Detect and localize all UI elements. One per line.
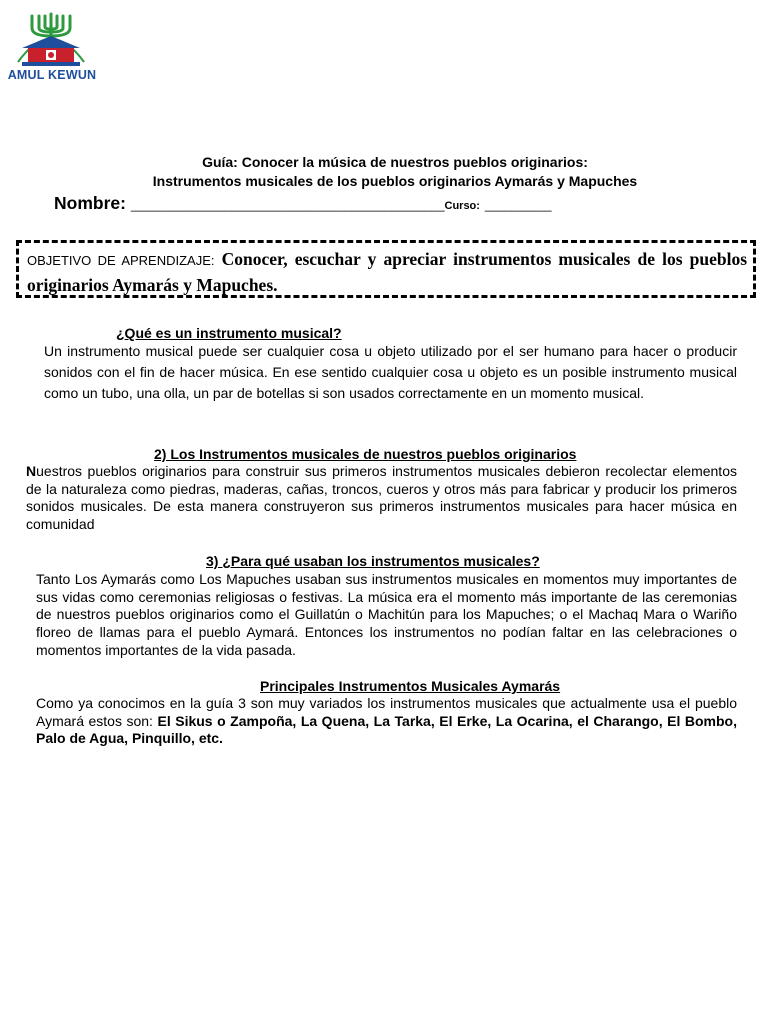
name-blank: _______________________________________________: [130, 198, 445, 212]
logo-text: AMUL KEWUN: [7, 68, 97, 82]
section4-intro: Como ya conocimos en la guía 3 son muy variados los instrumentos musicales que actualmente usa el pueblo Aymará estos son:: [36, 695, 737, 729]
section2-heading: 2) Los Instrumentos musicales de nuestros pueblos originarios: [154, 446, 577, 462]
learning-objective-box: [16, 240, 756, 298]
guide-title-line1: Guía: Conocer la música de nuestros pueblos originarios:: [202, 154, 588, 170]
section2-body: uestros pueblos originarios para construir sus primeros instrumentos musicales debieron recolectar elementos de la naturaleza como piedras, maderas, cañas, troncos, cueros y otros más para fabricar y producir los primeros sonidos musicales. De esta manera construyeron sus primeros instrumentos musicales para hacer música en comunidad: [26, 463, 737, 532]
objective-separator: :: [210, 253, 215, 268]
curso-label: Curso:: [444, 200, 480, 212]
objective-label: OBJETIVO DE APRENDIZAJE: [27, 253, 211, 268]
section4-heading: Principales Instrumentos Musicales Aymarás: [260, 678, 561, 694]
name-field-line: [54, 193, 552, 214]
section3-heading: 3) ¿Para qué usaban los instrumentos musicales?: [206, 553, 540, 569]
section1-paragraph: Un instrumento musical puede ser cualquier cosa u objeto utilizado por el ser humano para hacer o producir sonidos con el fin de hacer música. En ese sentido cualquier cosa u objeto es un posible instrumento musical como un tubo, una olla, un par de botellas si son usados correctamente en un momento musical.: [44, 343, 737, 401]
section2-first-letter: N: [26, 463, 37, 479]
section3-paragraph: Tanto Los Aymarás como Los Mapuches usaban sus instrumentos musicales en momentos muy importantes de sus vidas como ceremonias religiosas o festivas. La música era el momento más importante de las ceremonias de nuestros pueblos originarios como el Guillatún o Machitún para los Mapuches; o el Machaq Mara o Wariño floreo de llamas para el pueblo Aymará. Entonces los instrumentos no podían faltar en las celebraciones o momentos importantes de la vida pasada.: [36, 571, 737, 658]
guide-title-line2: Instrumentos musicales de los pueblos originarios Aymarás y Mapuches: [152, 173, 638, 189]
section1-heading: ¿Qué es un instrumento musical?: [116, 325, 342, 341]
section4-instrument-list: El Sikus o Zampoña, La Quena, La Tarka, El Erke, La Ocarina, el Charango, El Bombo, Palo de Agua, Pinquillo, etc.: [36, 712, 737, 747]
name-label: Nombre:: [54, 193, 126, 213]
objective-text: Conocer, escuchar y apreciar instrumentos musicales de los pueblos originarios Aymarás y Mapuches.: [27, 249, 748, 295]
section2-paragraph: [26, 463, 737, 533]
section4-paragraph: [36, 695, 737, 748]
amul-kewun-logo: [4, 8, 100, 86]
school-emblem-icon: [4, 8, 100, 70]
curso-blank: __________: [484, 198, 552, 212]
